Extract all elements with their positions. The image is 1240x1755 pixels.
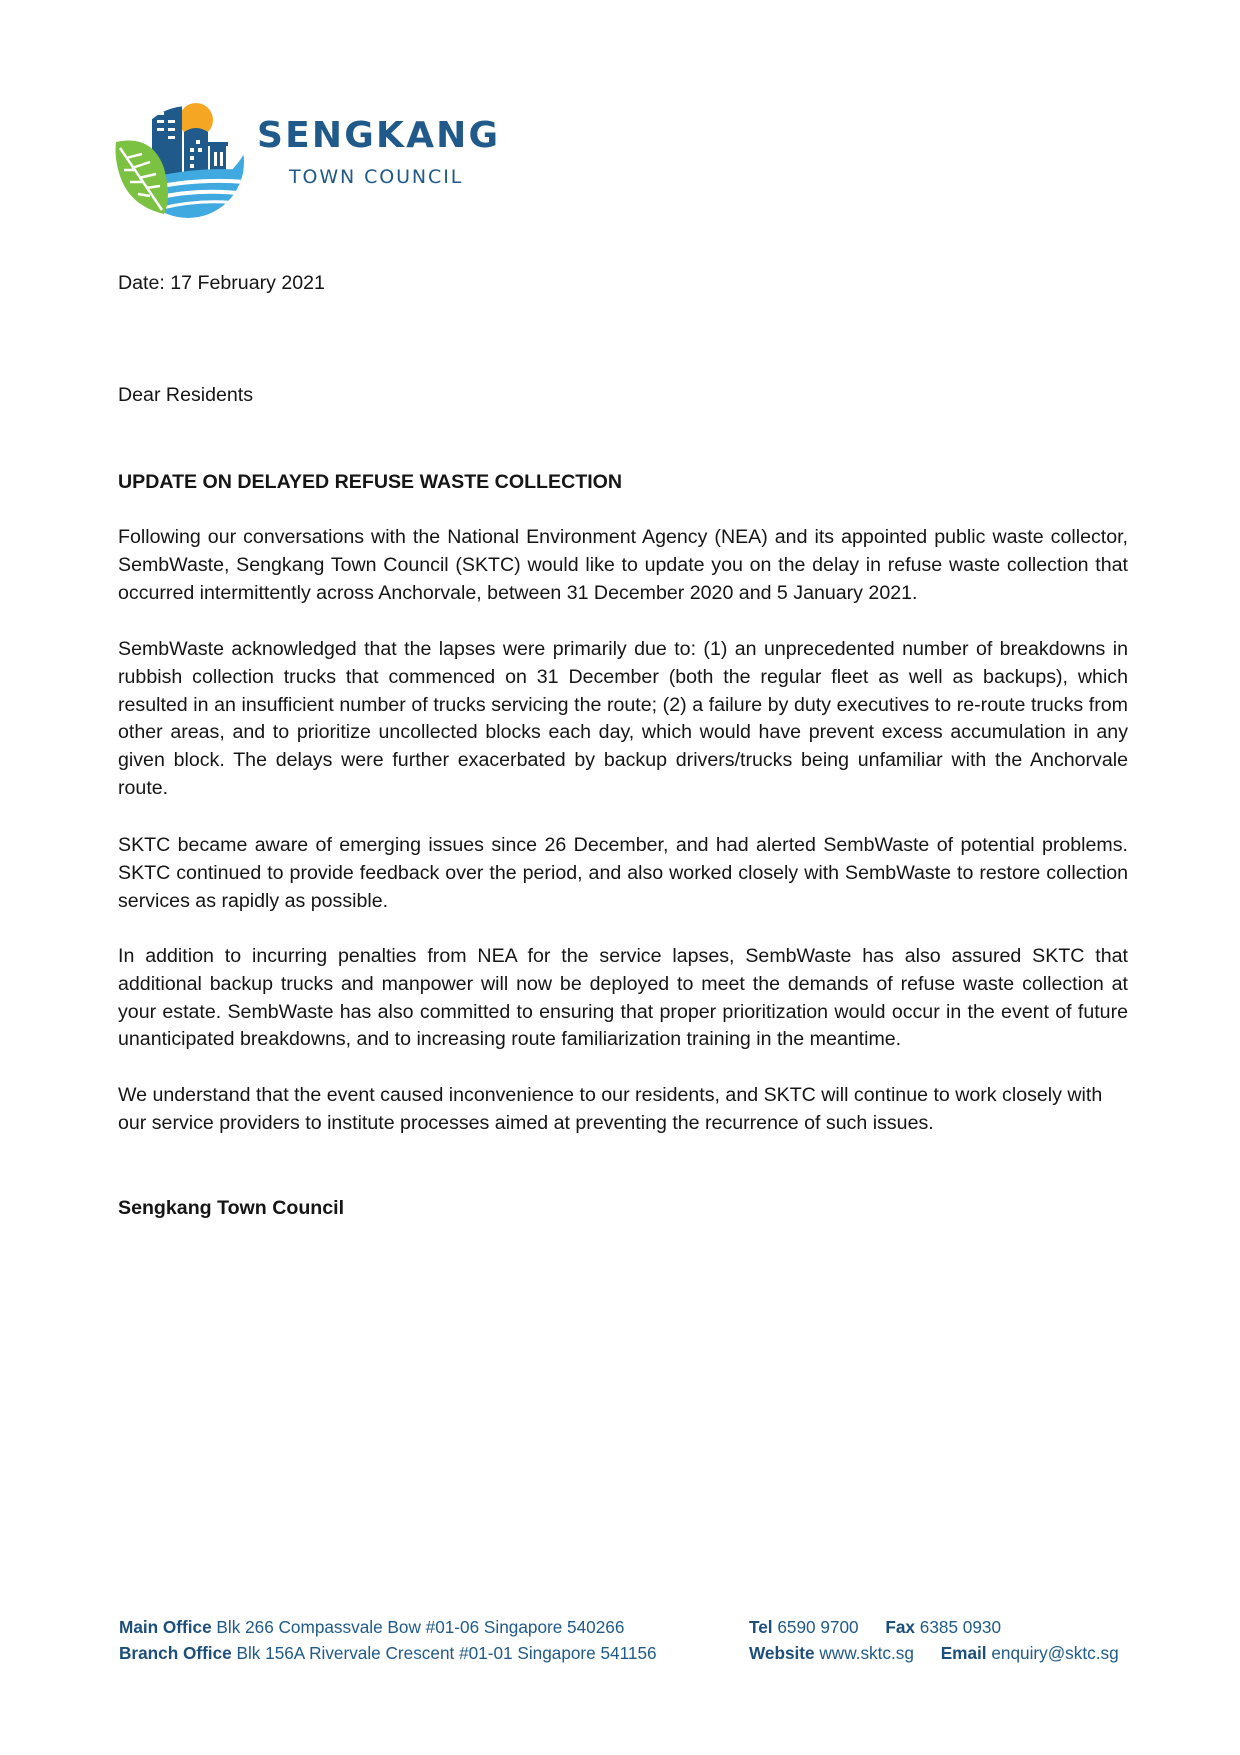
brand-subtitle: TOWN COUNCIL (289, 166, 464, 188)
paragraph-5: We understand that the event caused inconvenience to our residents, and SKTC will continue to work closely with our service providers to institute processes aimed at preventing the recurrence of such issues. (118, 1084, 1103, 1134)
paragraph-4: In addition to incurring penalties from NEA for the service lapses, SembWaste has also assured SKTC that additional backup trucks and manpower will now be deployed to meet the demands of refuse waste collection at your estate. SembWaste has also committed to ensuring that proper prioritization would occur in the event of future unanticipated breakdowns, and to increasing route familiarization training in the meantime. (118, 945, 1128, 1051)
signature: Sengkang Town Council (118, 1197, 345, 1219)
letter-date: Date: 17 February 2021 (118, 272, 325, 294)
email-link[interactable]: enquiry@sktc.sg (991, 1643, 1119, 1663)
sengkang-logo-icon (112, 98, 252, 218)
brand-name: SENGKANG (257, 115, 501, 156)
paragraph-1: Following our conversations with the National Environment Agency (NEA) and its appointed public waste collector, SembWaste, Sengkang Town Council (SKTC) would like to update you on the delay in refuse waste collection that occurred intermittently across Anchorvale, between 31 December 2020 and 5 January 2021. (118, 526, 1128, 604)
fax-value: 6385 0930 (919, 1617, 1002, 1637)
salutation: Dear Residents (118, 384, 254, 406)
main-office-label: Main Office (119, 1617, 212, 1637)
main-office-address: Blk 266 Compassvale Bow #01-06 Singapore 540266 (216, 1617, 625, 1637)
footer-main-office (119, 1616, 624, 1638)
paragraph-3: SKTC became aware of emerging issues since 26 December, and had alerted SembWaste of potential problems. SKTC continued to provide feedback over the period, and also worked closely with SembWaste to restore collection services as rapidly as possible. (118, 834, 1128, 912)
fax-label: Fax (885, 1617, 915, 1637)
email-label: Email (940, 1643, 987, 1663)
footer-web (749, 1642, 1119, 1664)
footer-branch-office (119, 1642, 657, 1664)
website-label: Website (749, 1643, 815, 1663)
letter-heading: UPDATE ON DELAYED REFUSE WASTE COLLECTION (118, 471, 623, 493)
paragraph-2: SembWaste acknowledged that the lapses were primarily due to: (1) an unprecedented number of breakdowns in rubbish collection trucks that commenced on 31 December (both the regular fleet as well as backups), which resulted in an insufficient number of trucks servicing the route; (2) a failure by duty executives to re-route trucks from other areas, and to prioritize uncollected blocks each day, which would have prevent excess accumulation in any given block. The delays were further exacerbated by backup drivers/trucks being unfamiliar with the Anchorvale route. (118, 638, 1128, 799)
branch-office-address: Blk 156A Rivervale Crescent #01-01 Singapore 541156 (236, 1643, 657, 1663)
footer-phone (749, 1616, 1001, 1638)
tel-value: 6590 9700 (777, 1617, 859, 1637)
website-link[interactable]: www.sktc.sg (819, 1643, 914, 1663)
tel-label: Tel (749, 1617, 773, 1637)
branch-office-label: Branch Office (119, 1643, 232, 1663)
